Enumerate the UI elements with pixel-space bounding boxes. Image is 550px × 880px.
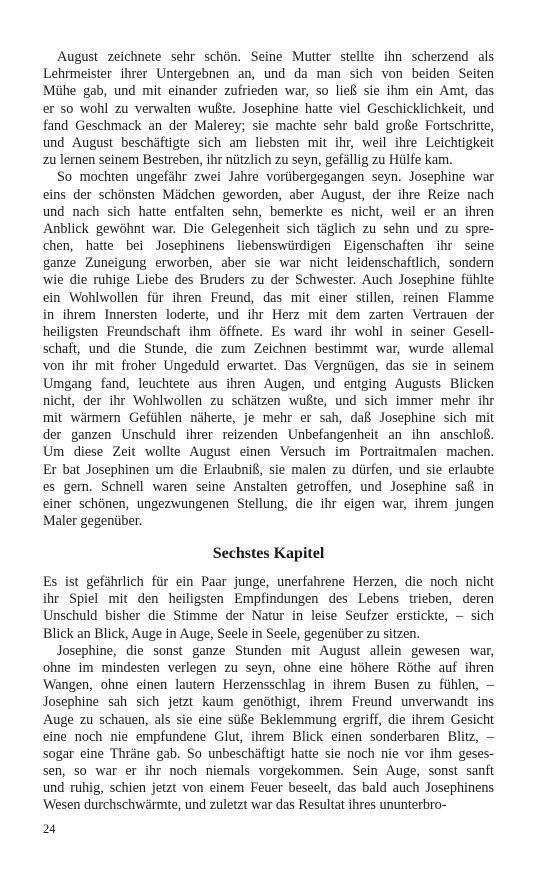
text-line: Umgang fand, leuchtete aus ihren Augen, und entging Augusts Blicken [43,375,494,392]
text-line: und ruhig, schien jetzt von einem Feuer beseelt, das bald auch Josephinens [43,780,494,797]
text-line: mit wärmern Gefühlen näherte, je mehr er sah, daß Josephine sich mit [43,409,494,426]
text-line: Unschuld bisher die Stimme der Natur in leise Seufzer erstickte, – sich [43,608,494,625]
text-line: Maler gegenüber. [43,513,143,530]
paragraph [43,574,494,643]
paragraph [43,643,494,815]
text-line: der ganzen Unschuld ihrer reizenden Unbefangenheit an ihn anschloß. [43,427,494,444]
text-line: Mühe gab, und mit einander zufrieden war, so ließ sie ihm ein Amt, das [43,83,494,100]
text-line: er so wohl zu verwalten wußte. Josephine hatte viel Geschicklichkeit, und [43,100,494,117]
text-line: fand Geschmack an der Malerey; sie machte sehr bald große Fortschritte, [43,117,494,134]
text-line: Lehrmeister ihrer Untergebnen an, und da man sich von beiden Seiten [43,66,494,83]
text-line: eins der schönsten Mädchen geworden, aber August, der ihre Reize nach [43,186,494,203]
text-line: Anblick gewöhnt war. Die Gelegenheit sich täglich zu sehn und zu spre- [43,220,494,237]
text-block-before-chapter [43,49,494,530]
paragraph [43,169,494,530]
text-line: ohne im mindesten verlegen zu seyn, ohne eine höhere Röthe auf ihren [43,659,494,676]
text-line: wie die ruhige Liebe des Bruders zu der Schwester. Auch Josephine fühlte [43,272,494,289]
text-line: ihr Spiel mit den heiligsten Empfindungen des Lebens trieben, deren [43,591,494,608]
text-line: und nach sich hatte entfalten sehn, bemerkte es nicht, weil er an ihren [43,203,494,220]
text-line: einer schönen, ungezwungenen Stellung, die ihr eigen war, ihrem jungen [43,495,494,512]
text-line: und August beschäftigte sich am liebsten mit ihr, weil ihre Leichtigkeit [43,134,494,151]
text-line: es gern. Schnell waren seine Anstalten getroffen, und Josephine saß in [43,478,494,495]
text-line: Wesen durchschwärmte, und zuletzt war das Resultat ihres ununterbro- [43,797,447,814]
text-line: eine noch nie empfundene Glut, ihrem Blick einen sonderbaren Blitz, – [43,728,494,745]
text-block-after-chapter [43,574,494,815]
text-line: Er bat Josephinen um die Erlaubniß, sie malen zu dürfen, und sie erlaubte [43,461,494,478]
text-line: nicht, der ihr Wohlwollen zu schätzen wußte, und sich immer mehr ihr [43,392,494,409]
text-line: in ihrem Innersten loderte, und ihr Herz mit dem zarten Vertrauen der [43,306,494,323]
text-line: schaft, und die Stunde, die zum Zeichnen bestimmt war, wurde allemal [43,341,494,358]
text-line: heiligsten Freundschaft ihm öffnete. Es ward ihr wohl in seiner Gesell- [43,324,494,340]
text-line: Um diese Zeit wollte August einen Versuch im Portraitmalen machen. [43,444,494,461]
text-line: ein Wohlwollen für ihren Freund, das mit einer stillen, reinen Flamme [43,289,494,306]
text-line: sen, so war er ihr noch niemals vorgekommen. Sein Auge, sonst sanft [43,763,494,780]
text-line: Auge zu schauen, als sie eine süße Beklemmung ergriff, die ihrem Gesicht [43,711,494,728]
text-line: Josephine sah sich jetzt kaum genöthigt, ihrem Freund unverwandt ins [43,694,494,711]
chapter-heading: Sechstes Kapitel [212,545,325,562]
text-line: Wangen, ohne einen lautern Herzensschlag in ihrem Busen zu fühlen, – [43,677,494,694]
page-number: 24 [43,822,56,836]
text-line: von ihr mit froher Ungeduld erwartet. Das Vergnügen, das sie in seinem [43,358,494,375]
text-line: chen, hatte bei Josephinens liebenswürdigen Eigenschaften ihr seine [43,238,494,255]
text-line: August zeichnete sehr schön. Seine Mutter stellte ihn scherzend als [57,49,494,65]
text-line: Blick an Blick, Auge in Auge, Seele in Seele, gegenüber zu sitzen. [43,625,421,642]
text-line: sogar eine Thräne gab. So unbeschäftigt hatte sie noch nie vor ihm geses- [43,745,494,762]
paragraph [43,49,494,169]
text-line: Es ist gefährlich für ein Paar junge, unerfahrene Herzen, die noch nicht [43,574,494,590]
text-line: zu lernen seinem Bestreben, ihr nützlich zu seyn, gefällig zu Hülfe kam. [43,152,453,169]
text-line: Josephine, die sonst ganze Stunden mit August allein gewesen war, [57,642,494,659]
text-line: So mochten ungefähr zwei Jahre vorübergegangen seyn. Josephine war [57,169,494,186]
text-line: ganze Zuneigung erworben, aber sie war nicht leidenschaftlich, sondern [43,255,494,272]
